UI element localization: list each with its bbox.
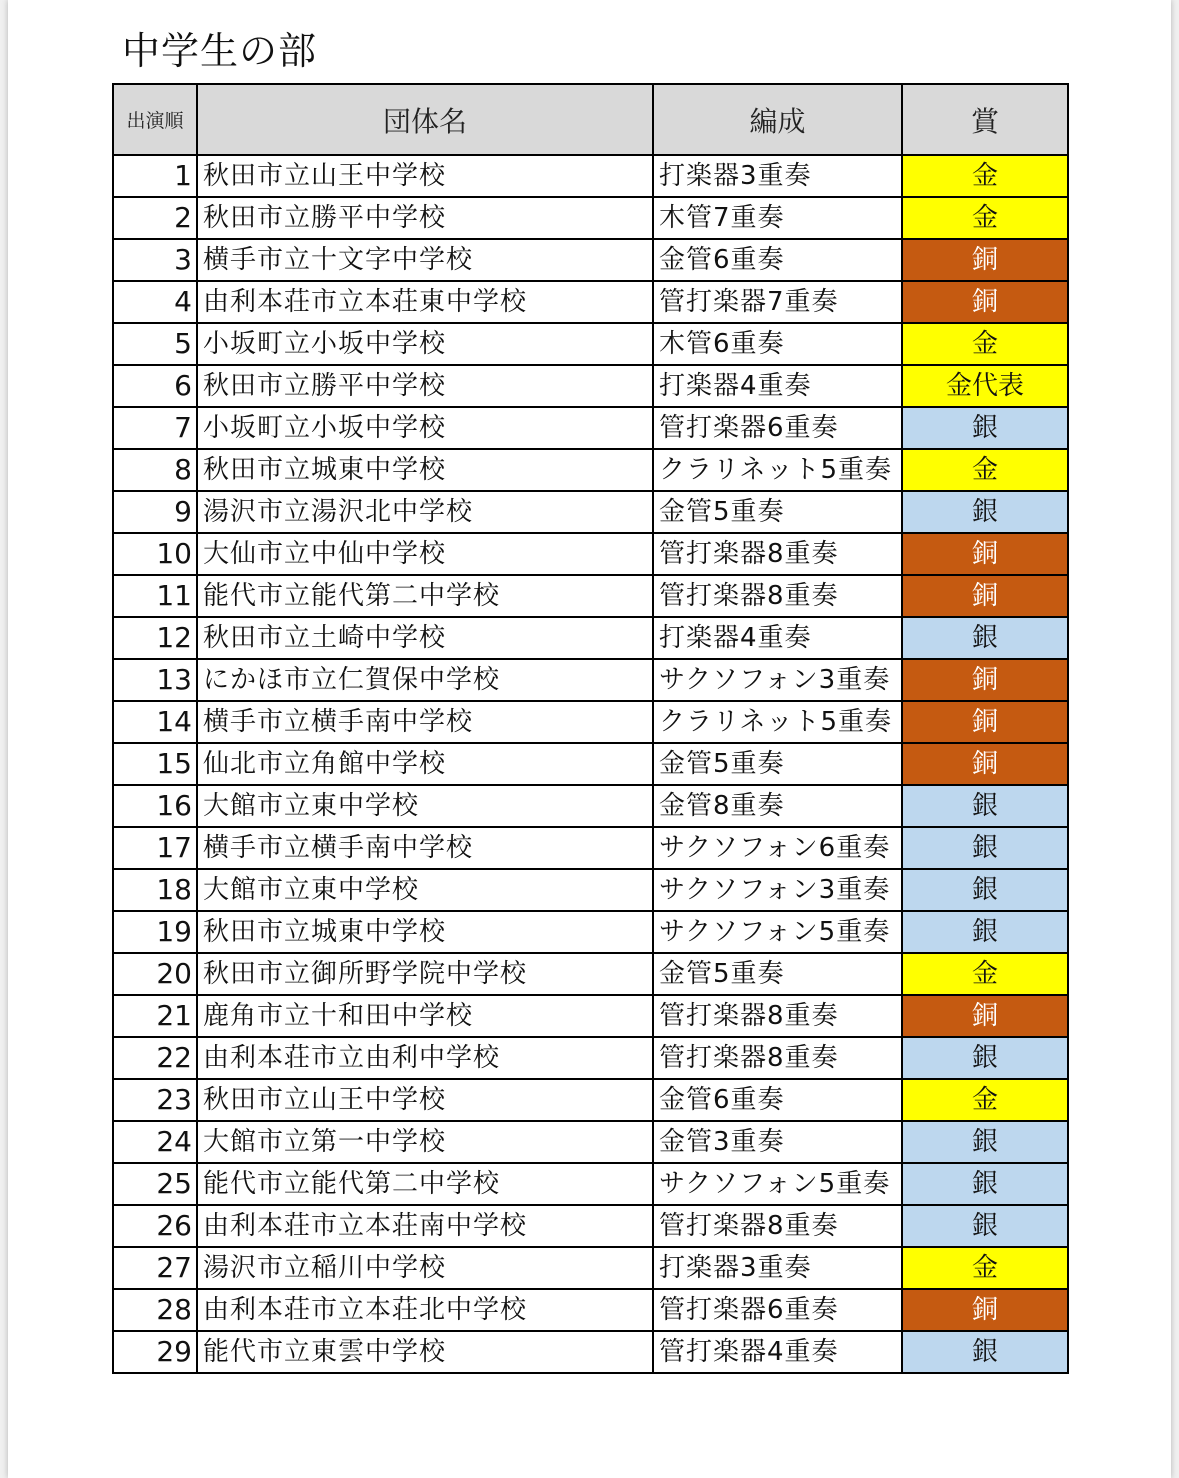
- table-row: [113, 659, 1068, 701]
- order-cell: 11: [113, 575, 197, 617]
- formation-cell: 管打楽器7重奏: [653, 281, 902, 323]
- table-row: [113, 575, 1068, 617]
- table-row: [113, 323, 1068, 365]
- award-cell: 銅: [902, 533, 1068, 575]
- order-cell: 7: [113, 407, 197, 449]
- group-name-cell: 大仙市立中仙中学校: [197, 533, 653, 575]
- group-name-cell: 能代市立能代第二中学校: [197, 575, 653, 617]
- group-name-cell: 秋田市立勝平中学校: [197, 365, 653, 407]
- group-name-cell: 横手市立横手南中学校: [197, 827, 653, 869]
- table-row: [113, 1163, 1068, 1205]
- order-cell: 4: [113, 281, 197, 323]
- table-row: [113, 1247, 1068, 1289]
- award-cell: 銀: [902, 1205, 1068, 1247]
- group-name-cell: 秋田市立山王中学校: [197, 1079, 653, 1121]
- award-cell: 銀: [902, 1037, 1068, 1079]
- order-cell: 26: [113, 1205, 197, 1247]
- formation-cell: 管打楽器4重奏: [653, 1331, 902, 1373]
- table-row: [113, 743, 1068, 785]
- order-cell: 20: [113, 953, 197, 995]
- group-name-cell: 鹿角市立十和田中学校: [197, 995, 653, 1037]
- award-cell: 銀: [902, 785, 1068, 827]
- formation-cell: 金管3重奏: [653, 1121, 902, 1163]
- award-cell: 金: [902, 1247, 1068, 1289]
- formation-cell: 金管6重奏: [653, 239, 902, 281]
- order-cell: 2: [113, 197, 197, 239]
- table-row: [113, 617, 1068, 659]
- order-cell: 14: [113, 701, 197, 743]
- order-cell: 21: [113, 995, 197, 1037]
- group-name-cell: にかほ市立仁賀保中学校: [197, 659, 653, 701]
- formation-cell: 打楽器3重奏: [653, 155, 902, 197]
- table-row: [113, 1037, 1068, 1079]
- header-row: [113, 84, 1068, 155]
- order-cell: 28: [113, 1289, 197, 1331]
- table-row: [113, 785, 1068, 827]
- table-row: [113, 155, 1068, 197]
- order-cell: 1: [113, 155, 197, 197]
- order-cell: 23: [113, 1079, 197, 1121]
- table-row: [113, 1289, 1068, 1331]
- award-cell: 銅: [902, 743, 1068, 785]
- award-cell: 銅: [902, 995, 1068, 1037]
- document-page: [8, 0, 1171, 1478]
- award-cell: 銀: [902, 407, 1068, 449]
- table-row: [113, 995, 1068, 1037]
- header-award: 賞: [902, 84, 1068, 155]
- group-name-cell: 由利本荘市立由利中学校: [197, 1037, 653, 1079]
- group-name-cell: 由利本荘市立本荘南中学校: [197, 1205, 653, 1247]
- order-cell: 5: [113, 323, 197, 365]
- award-cell: 金: [902, 323, 1068, 365]
- order-cell: 9: [113, 491, 197, 533]
- award-cell: 金代表: [902, 365, 1068, 407]
- order-cell: 10: [113, 533, 197, 575]
- formation-cell: サクソフォン6重奏: [653, 827, 902, 869]
- group-name-cell: 秋田市立勝平中学校: [197, 197, 653, 239]
- formation-cell: 管打楽器8重奏: [653, 1037, 902, 1079]
- group-name-cell: 秋田市立御所野学院中学校: [197, 953, 653, 995]
- formation-cell: 管打楽器8重奏: [653, 995, 902, 1037]
- award-cell: 銀: [902, 1121, 1068, 1163]
- order-cell: 15: [113, 743, 197, 785]
- group-name-cell: 秋田市立城東中学校: [197, 449, 653, 491]
- award-cell: 銀: [902, 617, 1068, 659]
- order-cell: 18: [113, 869, 197, 911]
- group-name-cell: 大館市立東中学校: [197, 869, 653, 911]
- formation-cell: サクソフォン3重奏: [653, 869, 902, 911]
- header-name: 団体名: [197, 84, 653, 155]
- award-cell: 銀: [902, 491, 1068, 533]
- order-cell: 24: [113, 1121, 197, 1163]
- table-row: [113, 281, 1068, 323]
- results-table: [112, 83, 1069, 1374]
- order-cell: 25: [113, 1163, 197, 1205]
- award-cell: 銀: [902, 869, 1068, 911]
- formation-cell: サクソフォン3重奏: [653, 659, 902, 701]
- group-name-cell: 秋田市立山王中学校: [197, 155, 653, 197]
- formation-cell: 管打楽器6重奏: [653, 1289, 902, 1331]
- group-name-cell: 横手市立横手南中学校: [197, 701, 653, 743]
- award-cell: 銅: [902, 239, 1068, 281]
- award-cell: 銅: [902, 659, 1068, 701]
- formation-cell: 金管8重奏: [653, 785, 902, 827]
- formation-cell: クラリネット5重奏: [653, 449, 902, 491]
- award-cell: 銅: [902, 701, 1068, 743]
- order-cell: 22: [113, 1037, 197, 1079]
- page-title: 中学生の部: [122, 29, 318, 73]
- group-name-cell: 小坂町立小坂中学校: [197, 323, 653, 365]
- group-name-cell: 秋田市立土崎中学校: [197, 617, 653, 659]
- award-cell: 銀: [902, 1331, 1068, 1373]
- order-cell: 8: [113, 449, 197, 491]
- order-cell: 3: [113, 239, 197, 281]
- group-name-cell: 能代市立能代第二中学校: [197, 1163, 653, 1205]
- group-name-cell: 湯沢市立湯沢北中学校: [197, 491, 653, 533]
- formation-cell: サクソフォン5重奏: [653, 1163, 902, 1205]
- table-row: [113, 197, 1068, 239]
- table-row: [113, 533, 1068, 575]
- table-row: [113, 407, 1068, 449]
- formation-cell: 木管7重奏: [653, 197, 902, 239]
- formation-cell: 打楽器4重奏: [653, 365, 902, 407]
- order-cell: 13: [113, 659, 197, 701]
- group-name-cell: 小坂町立小坂中学校: [197, 407, 653, 449]
- award-cell: 銀: [902, 827, 1068, 869]
- formation-cell: 管打楽器8重奏: [653, 533, 902, 575]
- formation-cell: 管打楽器8重奏: [653, 575, 902, 617]
- award-cell: 金: [902, 155, 1068, 197]
- table-row: [113, 953, 1068, 995]
- award-cell: 金: [902, 1079, 1068, 1121]
- formation-cell: 打楽器4重奏: [653, 617, 902, 659]
- formation-cell: 金管5重奏: [653, 953, 902, 995]
- formation-cell: 管打楽器6重奏: [653, 407, 902, 449]
- group-name-cell: 横手市立十文字中学校: [197, 239, 653, 281]
- formation-cell: クラリネット5重奏: [653, 701, 902, 743]
- table-row: [113, 491, 1068, 533]
- award-cell: 銀: [902, 1163, 1068, 1205]
- order-cell: 29: [113, 1331, 197, 1373]
- table-row: [113, 449, 1068, 491]
- formation-cell: サクソフォン5重奏: [653, 911, 902, 953]
- award-cell: 銅: [902, 575, 1068, 617]
- award-cell: 銅: [902, 1289, 1068, 1331]
- order-cell: 17: [113, 827, 197, 869]
- table-row: [113, 827, 1068, 869]
- group-name-cell: 秋田市立城東中学校: [197, 911, 653, 953]
- award-cell: 金: [902, 197, 1068, 239]
- group-name-cell: 能代市立東雲中学校: [197, 1331, 653, 1373]
- order-cell: 6: [113, 365, 197, 407]
- header-formation: 編成: [653, 84, 902, 155]
- formation-cell: 金管5重奏: [653, 491, 902, 533]
- group-name-cell: 大館市立第一中学校: [197, 1121, 653, 1163]
- formation-cell: 金管6重奏: [653, 1079, 902, 1121]
- group-name-cell: 湯沢市立稲川中学校: [197, 1247, 653, 1289]
- group-name-cell: 大館市立東中学校: [197, 785, 653, 827]
- header-order: 出演順: [113, 84, 197, 155]
- table-row: [113, 1331, 1068, 1373]
- group-name-cell: 由利本荘市立本荘東中学校: [197, 281, 653, 323]
- award-cell: 銀: [902, 911, 1068, 953]
- table-row: [113, 1121, 1068, 1163]
- table-row: [113, 1205, 1068, 1247]
- group-name-cell: 仙北市立角館中学校: [197, 743, 653, 785]
- formation-cell: 木管6重奏: [653, 323, 902, 365]
- table-row: [113, 1079, 1068, 1121]
- formation-cell: 管打楽器8重奏: [653, 1205, 902, 1247]
- table-row: [113, 365, 1068, 407]
- award-cell: 金: [902, 449, 1068, 491]
- formation-cell: 金管5重奏: [653, 743, 902, 785]
- order-cell: 12: [113, 617, 197, 659]
- group-name-cell: 由利本荘市立本荘北中学校: [197, 1289, 653, 1331]
- table-row: [113, 911, 1068, 953]
- table-row: [113, 701, 1068, 743]
- order-cell: 27: [113, 1247, 197, 1289]
- award-cell: 金: [902, 953, 1068, 995]
- order-cell: 19: [113, 911, 197, 953]
- award-cell: 銅: [902, 281, 1068, 323]
- table-row: [113, 239, 1068, 281]
- formation-cell: 打楽器3重奏: [653, 1247, 902, 1289]
- table-body: [113, 155, 1068, 1373]
- order-cell: 16: [113, 785, 197, 827]
- table-row: [113, 869, 1068, 911]
